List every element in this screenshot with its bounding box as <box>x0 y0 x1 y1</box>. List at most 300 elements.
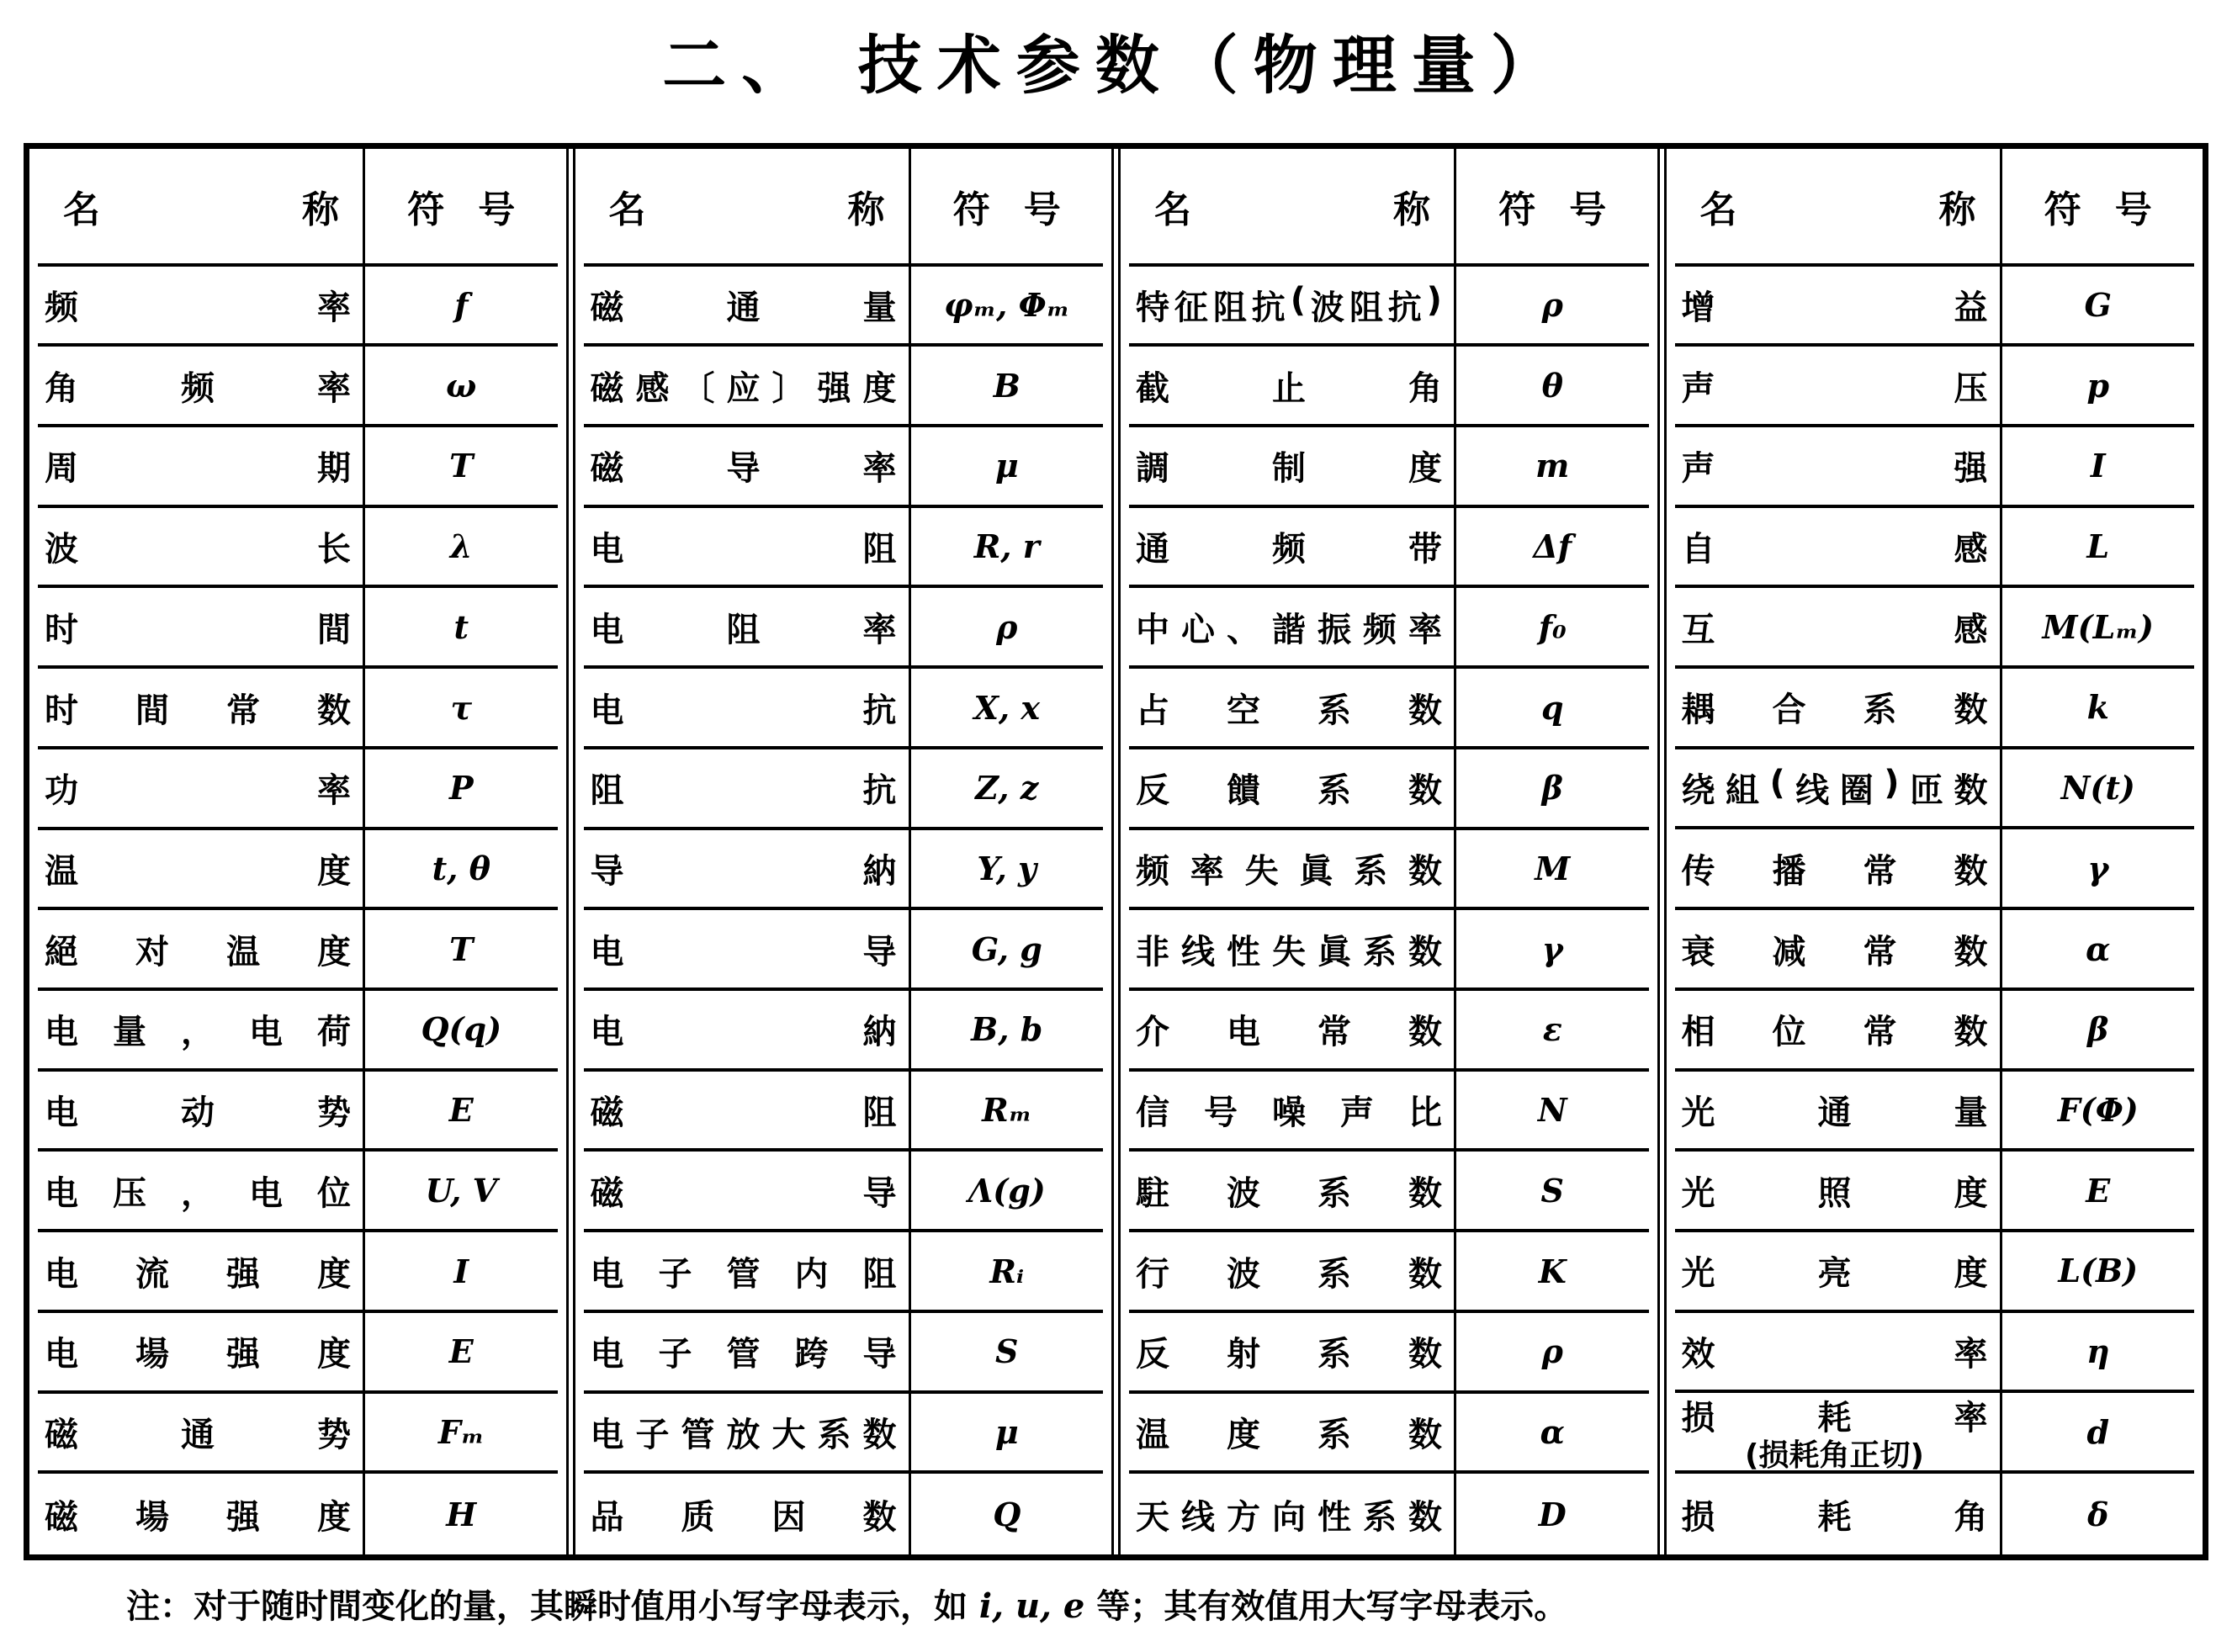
quantity-name <box>1129 1232 1456 1310</box>
name-char: 播 <box>1772 851 1806 891</box>
table-row <box>584 669 1104 749</box>
quantity-name-label <box>1136 1247 1442 1295</box>
name-char: 线 <box>1181 932 1215 972</box>
quantity-name <box>38 910 365 987</box>
quantity-symbol: ρ <box>996 607 1018 646</box>
name-char: 数 <box>1408 932 1442 972</box>
name-char: 声 <box>1681 449 1715 489</box>
table-row <box>584 1152 1104 1232</box>
quantity-symbol: Δf <box>1533 527 1572 566</box>
name-char: 位 <box>1772 1013 1806 1052</box>
name-char: 度 <box>317 1254 351 1294</box>
quantity-name-label <box>591 1247 897 1295</box>
name-char: 声 <box>1681 368 1715 408</box>
name-char: 光 <box>1681 1093 1715 1132</box>
name-char: 系 <box>1363 932 1397 972</box>
quantity-name <box>1675 749 2002 827</box>
quantity-name-label <box>1136 1086 1442 1134</box>
quantity-name-label <box>1136 1005 1442 1053</box>
name-char: 率 <box>862 610 897 649</box>
name-char: 耗 <box>1817 1497 1852 1537</box>
quantity-symbol: p <box>2086 366 2110 405</box>
quantity-name <box>1675 910 2002 987</box>
column-group-2 <box>566 149 1112 1554</box>
footnote <box>126 1583 2145 1630</box>
name-char: 管 <box>681 1416 715 1454</box>
header-symbol: 符号 <box>407 188 549 231</box>
header-name <box>584 149 911 263</box>
quantity-name-label <box>45 1167 351 1215</box>
quantity-name-label <box>1136 1167 1442 1215</box>
name-char: 截 <box>1136 368 1169 408</box>
quantity-name <box>584 427 911 505</box>
name-char: 导 <box>862 932 897 972</box>
name-char: 跨 <box>794 1335 829 1374</box>
name-char: 量 <box>1954 1093 1988 1132</box>
quantity-symbol: k <box>2086 688 2109 727</box>
name-char: 周 <box>45 449 78 489</box>
name-char: ( <box>1769 764 1785 803</box>
table-row <box>584 749 1104 830</box>
name-char: 射 <box>1227 1335 1260 1374</box>
quantity-name <box>1129 1152 1456 1229</box>
name-char: 行 <box>1136 1254 1169 1294</box>
name-char: 失 <box>1272 932 1306 972</box>
name-char: 饋 <box>1227 771 1260 811</box>
quantity-name-label <box>591 1086 897 1134</box>
quantity-name <box>1129 508 1456 585</box>
name-char: 荷 <box>317 1013 351 1052</box>
name-char: 质 <box>681 1497 715 1537</box>
name-char: 长 <box>317 530 352 569</box>
quantity-symbol: d <box>2086 1412 2110 1451</box>
name-char: 子 <box>635 1416 670 1454</box>
table-row <box>1675 991 2195 1072</box>
table-row <box>38 991 558 1072</box>
quantity-name <box>38 1152 365 1229</box>
name-char: 期 <box>317 449 352 489</box>
quantity-symbol: T <box>449 447 474 485</box>
name-char: 阻 <box>862 1254 897 1294</box>
name-char: 波 <box>45 530 78 569</box>
name-char: 常 <box>1863 932 1897 972</box>
table-row <box>1675 1152 2195 1232</box>
quantity-name-label <box>1136 925 1442 973</box>
name-char: ， <box>181 1173 215 1213</box>
quantity-name-label <box>45 1327 351 1375</box>
quantity-name-label <box>45 845 351 892</box>
table-row <box>1129 1072 1649 1152</box>
name-char: 温 <box>45 851 78 891</box>
quantity-name <box>1129 1072 1456 1149</box>
name-char: 对 <box>135 932 169 972</box>
quantity-name <box>1129 669 1456 746</box>
name-char: 管 <box>726 1254 761 1294</box>
name-char: 占 <box>1136 691 1169 730</box>
name-char: 放 <box>726 1416 761 1454</box>
name-char: 系 <box>1317 1416 1351 1454</box>
quantity-symbol: β <box>1541 769 1563 807</box>
name-char: 系 <box>1317 771 1351 811</box>
quantity-name-label <box>591 845 897 892</box>
quantity-name <box>1129 427 1456 505</box>
quantity-name <box>1675 1152 2002 1229</box>
name-char: 数 <box>317 691 351 730</box>
quantity-symbol: M(Lₘ) <box>2042 607 2154 646</box>
name-char: 絕 <box>45 932 78 972</box>
name-char: 数 <box>1408 1173 1442 1213</box>
name-char: 率 <box>317 771 352 811</box>
name-char: 光 <box>1681 1173 1715 1213</box>
name-char: 耗 <box>1817 1398 1852 1438</box>
table-row <box>1129 1313 1649 1394</box>
name-char: 电 <box>590 932 624 972</box>
name-char: 率 <box>1954 1398 1988 1438</box>
quantity-name-label <box>1682 442 1988 490</box>
name-char: 波 <box>1310 288 1344 327</box>
quantity-symbol: t <box>453 607 469 646</box>
name-char: 电 <box>249 1013 283 1052</box>
quantity-symbol: B <box>993 366 1021 405</box>
name-char: 称 <box>302 188 340 231</box>
name-char: 导 <box>862 1335 897 1374</box>
quantity-name-label <box>1682 764 1988 812</box>
name-char: 频 <box>1136 851 1169 891</box>
quantity-name-label <box>591 1408 897 1456</box>
name-char: 阻 <box>862 1093 897 1133</box>
table-row <box>38 910 558 991</box>
table-row <box>1675 829 2195 910</box>
quantity-name <box>1675 669 2002 746</box>
name-char: 名 <box>1699 188 1737 231</box>
quantity-symbol: M <box>1535 849 1571 887</box>
table-row <box>38 427 558 508</box>
name-char: 效 <box>1681 1335 1715 1374</box>
name-char: 电 <box>590 610 624 649</box>
quantity-name <box>584 1394 911 1471</box>
quantity-name <box>1129 830 1456 908</box>
name-char: 失 <box>1244 851 1279 891</box>
name-char: 間 <box>135 691 169 730</box>
quantity-symbol: U, V <box>425 1171 498 1210</box>
name-char: 强 <box>226 1254 260 1294</box>
quantity-name-label <box>591 1005 897 1053</box>
quantity-symbol: E <box>448 1332 474 1371</box>
name-char: 线 <box>1795 771 1830 811</box>
name-char: 抗 <box>862 771 897 811</box>
name-char: 自 <box>1681 530 1715 569</box>
quantity-name <box>584 830 911 908</box>
quantity-symbol: α <box>2086 929 2111 968</box>
name-char: 通 <box>1817 1093 1852 1132</box>
quantity-name <box>1129 1394 1456 1471</box>
header-symbol: 符号 <box>1498 188 1641 231</box>
name-char: 频 <box>1363 610 1397 649</box>
table-row <box>584 1232 1104 1313</box>
quantity-symbol: X, x <box>973 688 1041 727</box>
name-char: 制 <box>1272 449 1306 489</box>
name-char: 数 <box>862 1416 897 1454</box>
name-char: 率 <box>317 288 352 327</box>
quantity-symbol: L <box>2086 527 2110 565</box>
name-char: 納 <box>862 851 897 891</box>
name-char: 电 <box>590 1013 624 1052</box>
quantity-symbol: θ <box>1541 366 1563 405</box>
quantity-symbol: I <box>453 1252 469 1290</box>
quantity-symbol: E <box>448 1091 474 1130</box>
name-char: 压 <box>1954 368 1988 408</box>
quantity-name-label <box>1682 522 1988 570</box>
quantity-name <box>38 508 365 585</box>
quantity-symbol: I <box>2090 447 2106 485</box>
name-char: 强 <box>1954 449 1988 489</box>
name-char: 抗 <box>862 691 897 730</box>
quantity-name-label <box>1682 281 1988 329</box>
name-char: 非 <box>1136 932 1169 972</box>
quantity-name-label <box>1682 1167 1988 1215</box>
quantity-name <box>38 427 365 505</box>
name-char: 〕 <box>771 368 806 408</box>
name-char: 系 <box>1317 691 1351 730</box>
name-char: 抗 <box>1251 288 1286 327</box>
quantity-symbol: δ <box>2087 1495 2109 1533</box>
quantity-symbol: D <box>1538 1495 1567 1533</box>
quantity-name-label <box>45 362 351 410</box>
quantity-name <box>1675 427 2002 505</box>
quantity-symbol: f₀ <box>1538 607 1567 646</box>
name-char: 频 <box>181 368 215 408</box>
name-char: 电 <box>45 1173 78 1213</box>
quantity-name-label <box>1682 1005 1988 1053</box>
table-row <box>1675 669 2195 749</box>
name-char: 动 <box>181 1093 215 1133</box>
quantity-name <box>1675 267 2002 344</box>
table-row <box>1129 588 1649 669</box>
name-char: 电 <box>590 1416 624 1454</box>
table-row <box>1675 1474 2195 1554</box>
header-row <box>1129 149 1649 267</box>
name-char: 强 <box>817 368 851 408</box>
table-row <box>1675 588 2195 669</box>
table-row <box>1675 1232 2195 1313</box>
name-char: 损 <box>1681 1398 1715 1438</box>
quantity-name-label <box>1136 1491 1442 1538</box>
table-row <box>38 669 558 749</box>
header-name <box>1129 149 1456 263</box>
name-char: ( <box>1290 280 1306 320</box>
name-char: 温 <box>1136 1416 1169 1454</box>
quantity-name <box>584 749 911 827</box>
quantity-name <box>1675 508 2002 585</box>
quantity-name-label <box>1682 1327 1988 1375</box>
quantity-name-label <box>45 1086 351 1134</box>
name-char: 功 <box>45 771 78 811</box>
name-char: 通 <box>181 1416 215 1454</box>
name-char: 合 <box>1772 691 1806 730</box>
name-char: 眞 <box>1299 851 1333 891</box>
name-char: 数 <box>862 1497 897 1537</box>
name-char: 角 <box>45 368 78 408</box>
quantity-symbol: P <box>448 769 474 807</box>
name-char: 匝 <box>1909 771 1943 811</box>
name-char: 度 <box>1954 1173 1988 1213</box>
name-char: 通 <box>726 288 761 327</box>
quantity-name-label <box>1136 845 1442 892</box>
name-char: 磁 <box>590 1173 624 1213</box>
footnote-text-before: 对于随时間变化的量，其瞬时值用小写字母表示，如 <box>194 1587 968 1626</box>
name-char: 常 <box>1317 1013 1351 1052</box>
quantity-name <box>1675 991 2002 1068</box>
footnote-examples: i, u, e <box>968 1586 1097 1626</box>
quantity-name-label <box>1682 1086 1988 1134</box>
table-row <box>584 830 1104 911</box>
table-row <box>1675 749 2195 830</box>
name-char: 电 <box>590 1254 624 1294</box>
table-row <box>584 1474 1104 1554</box>
quantity-name-label <box>45 684 351 732</box>
name-char: 数 <box>1954 691 1988 730</box>
table-row <box>1675 347 2195 427</box>
table-row <box>1675 1072 2195 1152</box>
name-char: 相 <box>1681 1013 1715 1052</box>
name-char: 绕 <box>1681 771 1715 811</box>
quantity-name-label <box>1682 1491 1988 1538</box>
name-char: 传 <box>1681 851 1715 891</box>
table-row <box>1675 267 2195 347</box>
parameter-table <box>24 143 2208 1560</box>
quantity-name-label <box>591 1167 897 1215</box>
table-row <box>38 588 558 669</box>
quantity-name <box>1675 588 2002 665</box>
table-row <box>584 588 1104 669</box>
quantity-name <box>1675 1232 2002 1310</box>
quantity-name-label <box>591 764 897 812</box>
name-char: 时 <box>45 691 78 730</box>
quantity-symbol: t, θ <box>432 849 490 887</box>
name-char: 流 <box>135 1254 169 1294</box>
quantity-name-label <box>591 603 897 651</box>
quantity-name <box>584 508 911 585</box>
quantity-name-label <box>1682 603 1988 651</box>
name-char: 数 <box>1408 771 1442 811</box>
table-row <box>584 267 1104 347</box>
table-row <box>1675 1393 2195 1474</box>
name-char: 感 <box>1954 610 1988 649</box>
quantity-name <box>1675 829 2002 907</box>
name-char: 介 <box>1136 1013 1169 1052</box>
table-row <box>1129 427 1649 508</box>
table-row <box>1129 1152 1649 1232</box>
quantity-name <box>38 588 365 665</box>
table-row <box>584 508 1104 589</box>
quantity-symbol: Fₘ <box>437 1413 485 1451</box>
header-name <box>38 149 365 263</box>
name-char: 大 <box>771 1416 806 1454</box>
quantity-name <box>584 669 911 746</box>
quantity-symbol: B, b <box>971 1010 1043 1049</box>
name-char: 系 <box>817 1416 851 1454</box>
name-char: 带 <box>1408 530 1442 569</box>
quantity-symbol: μ <box>994 1413 1019 1451</box>
name-char: 系 <box>1317 1173 1351 1213</box>
table-row <box>584 347 1104 427</box>
table-row <box>38 1474 558 1554</box>
name-char: 通 <box>1136 530 1169 569</box>
name-char: ) <box>1884 764 1900 803</box>
header-name-label <box>1700 179 1976 233</box>
table-row <box>1129 669 1649 749</box>
quantity-name <box>584 991 911 1068</box>
quantity-name-label <box>1682 1391 1988 1439</box>
header-symbol: 符号 <box>952 188 1095 231</box>
table-row <box>38 830 558 911</box>
quantity-symbol: Λ(g) <box>968 1171 1046 1210</box>
table-row <box>1129 267 1649 347</box>
quantity-name-label <box>1136 1408 1442 1456</box>
name-char: 率 <box>862 449 897 489</box>
quantity-name <box>38 1313 365 1390</box>
quantity-name <box>1675 1393 2002 1473</box>
name-char: 势 <box>317 1093 351 1133</box>
name-char: 频 <box>1272 530 1306 569</box>
table-row <box>1675 508 2195 589</box>
quantity-symbol: γ <box>2087 849 2109 887</box>
quantity-name-label <box>591 1327 897 1375</box>
name-char: 电 <box>45 1093 78 1133</box>
page-title: 二、 技术参数（物理量） <box>662 28 1570 103</box>
name-char: 内 <box>794 1254 829 1294</box>
name-char: 电 <box>590 530 624 569</box>
quantity-name <box>1129 749 1456 827</box>
quantity-symbol: μ <box>994 447 1019 485</box>
quantity-name <box>38 749 365 827</box>
name-char: 数 <box>1408 691 1442 730</box>
name-char: 空 <box>1227 691 1260 730</box>
quantity-symbol: L(B) <box>2058 1252 2139 1290</box>
name-char: 线 <box>1181 1497 1215 1537</box>
table-row <box>38 1232 558 1313</box>
name-char: 增 <box>1681 288 1715 327</box>
name-char: 反 <box>1136 1335 1169 1374</box>
quantity-name <box>1129 991 1456 1068</box>
quantity-symbol: G, g <box>971 929 1042 968</box>
table-row <box>38 267 558 347</box>
quantity-name <box>584 267 911 344</box>
quantity-name-label <box>591 1491 897 1538</box>
name-char: 电 <box>590 691 624 730</box>
name-char: 应 <box>726 368 761 408</box>
quantity-name-label <box>45 1491 351 1538</box>
name-char: 間 <box>317 610 352 649</box>
name-char: 号 <box>1204 1093 1238 1133</box>
name-char: 系 <box>1317 1335 1351 1374</box>
table-row <box>38 347 558 427</box>
name-char: 益 <box>1954 288 1988 327</box>
name-char: 量 <box>862 288 897 327</box>
quantity-symbol: α <box>1540 1413 1565 1451</box>
name-char: 导 <box>590 851 624 891</box>
name-char: 因 <box>771 1497 806 1537</box>
name-char: 中 <box>1136 610 1169 649</box>
name-char: 电 <box>45 1254 78 1294</box>
quantity-name-label <box>45 522 351 570</box>
quantity-name <box>38 991 365 1068</box>
quantity-name <box>38 1232 365 1310</box>
column-group-3 <box>1111 149 1657 1554</box>
quantity-name-label <box>1136 603 1442 651</box>
quantity-name <box>584 1072 911 1149</box>
table-row <box>38 508 558 589</box>
